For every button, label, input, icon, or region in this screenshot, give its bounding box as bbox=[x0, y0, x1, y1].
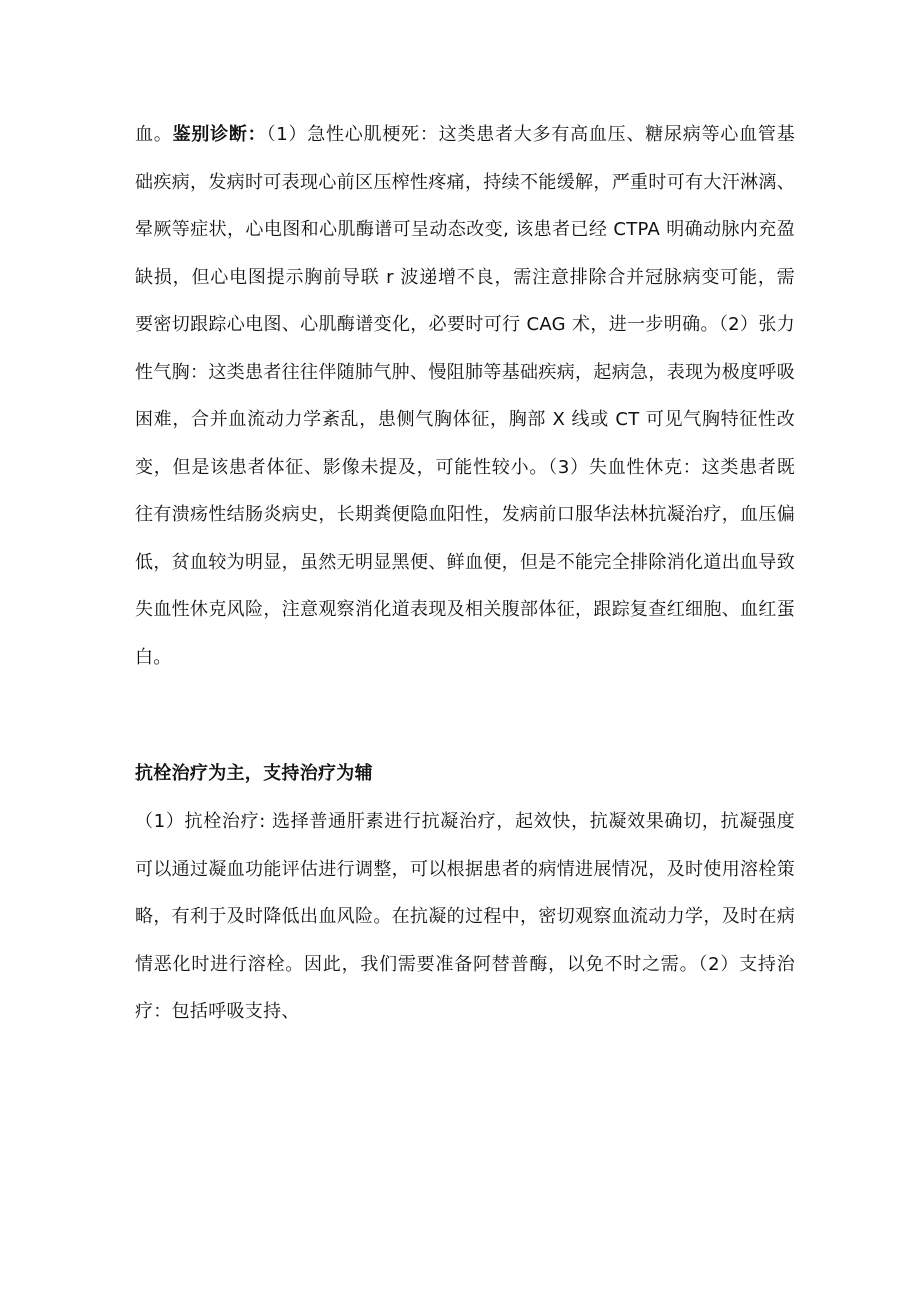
differential-diagnosis-paragraph bbox=[135, 111, 795, 681]
treatment-body: （1）抗栓治疗: 选择普通肝素进行抗凝治疗，起效快，抗凝效果确切，抗凝强度可以通过凝血功能评估进行调整，可以根据患者的病情进展情况，及时使用溶栓策略，有利于及时降低出血风险。在抗凝的过程中，密切观察血流动力学，及时在病情恶化时进行溶栓。因此，我们需要准备阿替普酶，以免不时之需。（2）支持治疗：包括呼吸支持、 bbox=[135, 811, 795, 1022]
differential-diagnosis-body: （1）急性心肌梗死：这类患者大多有高血压、糖尿病等心血管基础疾病，发病时可表现心前区压榨性疼痛，持续不能缓解，严重时可有大汗淋漓、晕厥等症状，心电图和心肌酶谱可呈动态改变, 该患者已经 CTPA 明确动脉内充盈缺损，但心电图提示胸前导联 r 波递增不良，需注意排除合并冠脉病变可能，需要密切跟踪心电图、心肌酶谱变化，必要时可行 CAG 术，进一步明确。（2）张力性气胸：这类患者往往伴随肺气肿、慢阻肺等基础疾病，起病急，表现为极度呼吸困难，合并血流动力学紊乱，患侧气胸体征，胸部 X 线或 CT 可见气胸特征性改变，但是该患者体征、影像未提及，可能性较小。（3）失血性休克：这类患者既往有溃疡性结肠炎病史，长期粪便隐血阳性，发病前口服华法林抗凝治疗，血压偏低，贫血较为明显，虽然无明显黑便、鲜血便，但是不能完全排除消化道出血导致失血性休克风险，注意观察消化道表现及相关腹部体征，跟踪复查红细胞、血红蛋白。 bbox=[135, 124, 795, 668]
treatment-paragraph bbox=[135, 798, 795, 1036]
paragraph-lead-text: 血。 bbox=[135, 124, 173, 145]
differential-diagnosis-label: 鉴别诊断： bbox=[172, 124, 267, 145]
section-heading: 抗栓治疗为主，支持治疗为辅 bbox=[135, 763, 373, 784]
